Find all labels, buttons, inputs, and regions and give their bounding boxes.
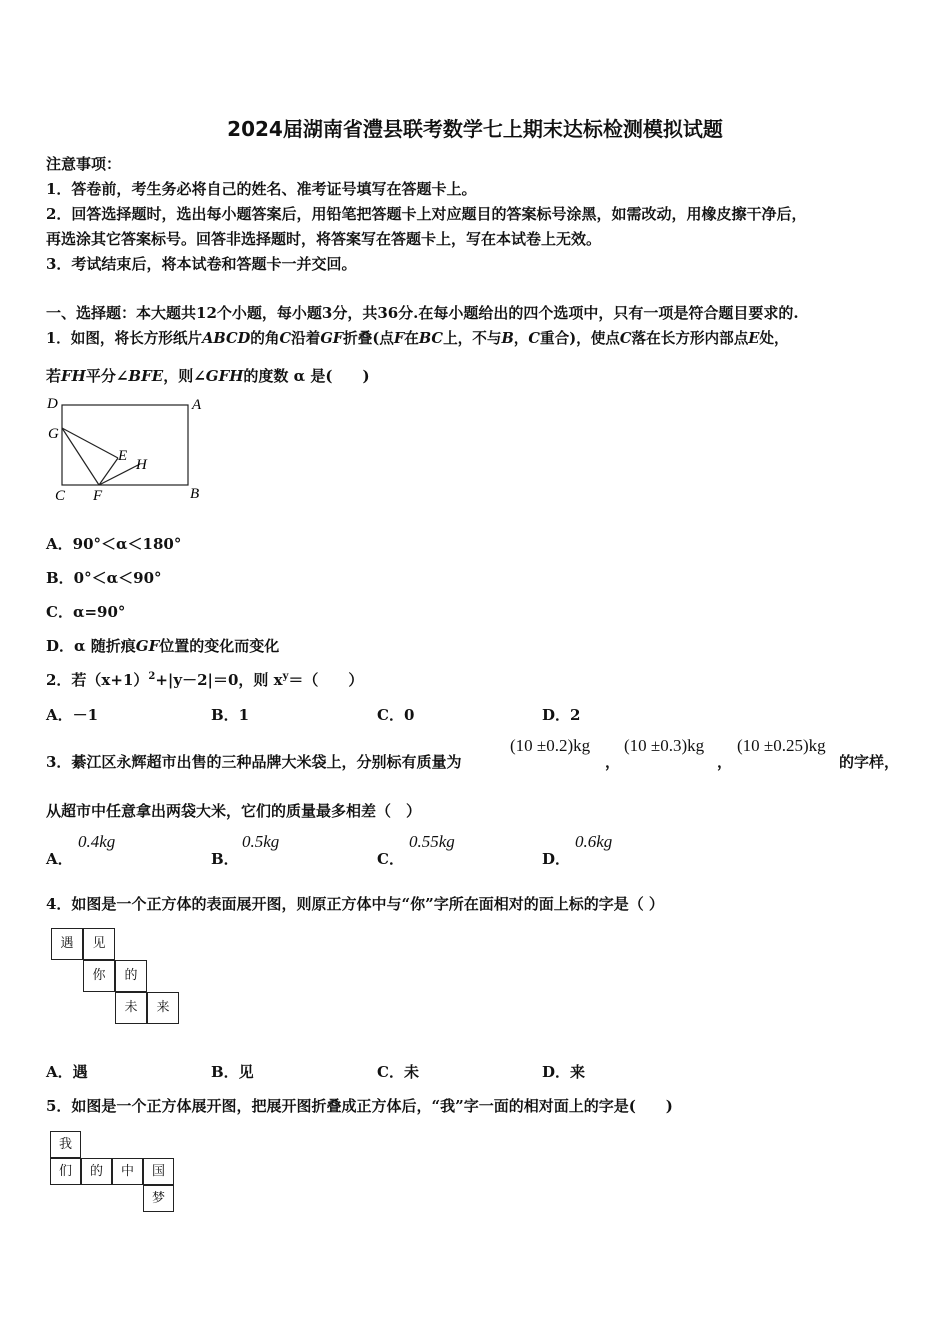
q2-option-b: B．1 <box>211 706 250 724</box>
q5-net-cell: 梦 <box>143 1185 174 1212</box>
q3-stem-line-1-text: 3．綦江区永辉超市出售的三种品牌大米袋上，分别标有质量为 <box>46 753 462 771</box>
q1-stem-line-2: 若FH平分∠BFE，则∠GFH的度数 α 是( ) <box>46 367 370 385</box>
notice-item-2-line-2: 再选涂其它答案标号。回答非选择题时，将答案写在答题卡上，写在本试卷上无效。 <box>46 230 602 248</box>
q3-option-d-label: D． <box>542 850 571 868</box>
q4-net-cell: 未 <box>115 992 147 1024</box>
q3-option-a-label: A． <box>46 850 73 868</box>
rectangle-abcd <box>62 405 188 485</box>
q5-cube-net <box>50 1131 176 1213</box>
section-heading: 一、选择题：本大题共12个小题，每小题3分，共36分.在每小题给出的四个选项中，只有一项是符合题目要求的. <box>46 304 799 322</box>
q4-stem: 4．如图是一个正方体的表面展开图，则原正方体中与“你”字所在面相对的面上标的字是（ ） <box>46 895 664 913</box>
crease-gf <box>62 428 99 485</box>
q3-mass-3: (10 ±0.25)kg <box>737 736 826 755</box>
q2-option-d: D．2 <box>542 706 581 724</box>
q1-option-a: A．90°＜α＜180° <box>46 535 182 553</box>
q4-cube-net <box>51 928 181 1026</box>
q4-option-b: B．见 <box>211 1063 254 1081</box>
label-h: H <box>136 457 147 473</box>
segment-ge <box>62 428 118 458</box>
page-title: 2024届湖南省澧县联考数学七上期末达标检测模拟试题 <box>227 117 723 141</box>
q1-folding-figure <box>44 394 214 506</box>
q4-net-cell: 来 <box>147 992 179 1024</box>
q4-net-cell: 的 <box>115 960 147 992</box>
q1-option-c: C．α=90° <box>46 603 126 621</box>
q3-option-b-label: B． <box>211 850 239 868</box>
label-d: D <box>47 396 58 412</box>
notice-item-1: 1．答卷前，考生务必将自己的姓名、准考证号填写在答题卡上。 <box>46 180 477 198</box>
q3-option-c-label: C． <box>377 850 404 868</box>
label-g: G <box>48 426 59 442</box>
q5-stem: 5．如图是一个正方体展开图，把展开图折叠成正方体后，“我”字一面的相对面上的字是( ) <box>46 1097 673 1115</box>
notice-item-3: 3．考试结束后，将本试卷和答题卡一并交回。 <box>46 255 357 273</box>
label-f: F <box>93 488 103 504</box>
q1-option-b: B．0°＜α＜90° <box>46 569 162 587</box>
q5-net-cell: 我 <box>50 1131 81 1158</box>
label-a: A <box>192 397 202 413</box>
q4-option-d: D．来 <box>542 1063 586 1081</box>
segment-fe <box>99 458 118 485</box>
q4-net-cell: 遇 <box>51 928 83 960</box>
notice-heading: 注意事项： <box>46 155 122 173</box>
label-b: B <box>190 486 200 502</box>
q3-stem-line-1-end: 的字样， <box>839 753 900 771</box>
q3-option-d-value: 0.6kg <box>575 832 613 851</box>
q5-net-cell: 们 <box>50 1158 81 1185</box>
q4-option-c: C．未 <box>377 1063 419 1081</box>
q2-option-c: C．0 <box>377 706 415 724</box>
q3-option-c-value: 0.55kg <box>409 832 455 851</box>
q4-net-cell: 见 <box>83 928 115 960</box>
q2-stem: 2．若$(x+1)^2+|y-2|=0$，则 $x^y=$（ ） <box>46 671 364 689</box>
notice-item-2-line-1: 2．回答选择题时，选出每小题答案后，用铅笔把答题卡上对应题目的答案标号涂黑，如需改动，用橡皮擦干净后， <box>46 205 807 223</box>
label-e: E <box>118 448 128 464</box>
q2-option-a: A．－1 <box>46 706 99 724</box>
q3-mass-2: (10 ±0.3)kg <box>624 736 705 755</box>
q1-option-d: D．α 随折痕GF位置的变化而变化 <box>46 637 280 655</box>
q5-net-cell: 的 <box>81 1158 112 1185</box>
q4-option-a: A．遇 <box>46 1063 88 1081</box>
q5-net-cell: 中 <box>112 1158 143 1185</box>
q3-separator-2: ， <box>717 753 733 771</box>
q3-option-a-value: 0.4kg <box>78 832 116 851</box>
q4-net-cell: 你 <box>83 960 115 992</box>
label-c: C <box>55 488 66 504</box>
q3-option-b-value: 0.5kg <box>242 832 280 851</box>
q3-separator-1: ， <box>605 753 621 771</box>
segment-fh <box>99 464 140 485</box>
q5-net-cell: 国 <box>143 1158 174 1185</box>
q1-stem-line-1: 1．如图，将长方形纸片ABCD的角C沿着GF折叠(点F在BC上，不与B，C重合)，使点C落在长方形内部点E处， <box>46 330 789 347</box>
q3-stem-line-2: 从超市中任意拿出两袋大米，它们的质量最多相差（ ） <box>46 802 422 820</box>
q3-mass-1: (10 ±0.2)kg <box>510 736 591 755</box>
